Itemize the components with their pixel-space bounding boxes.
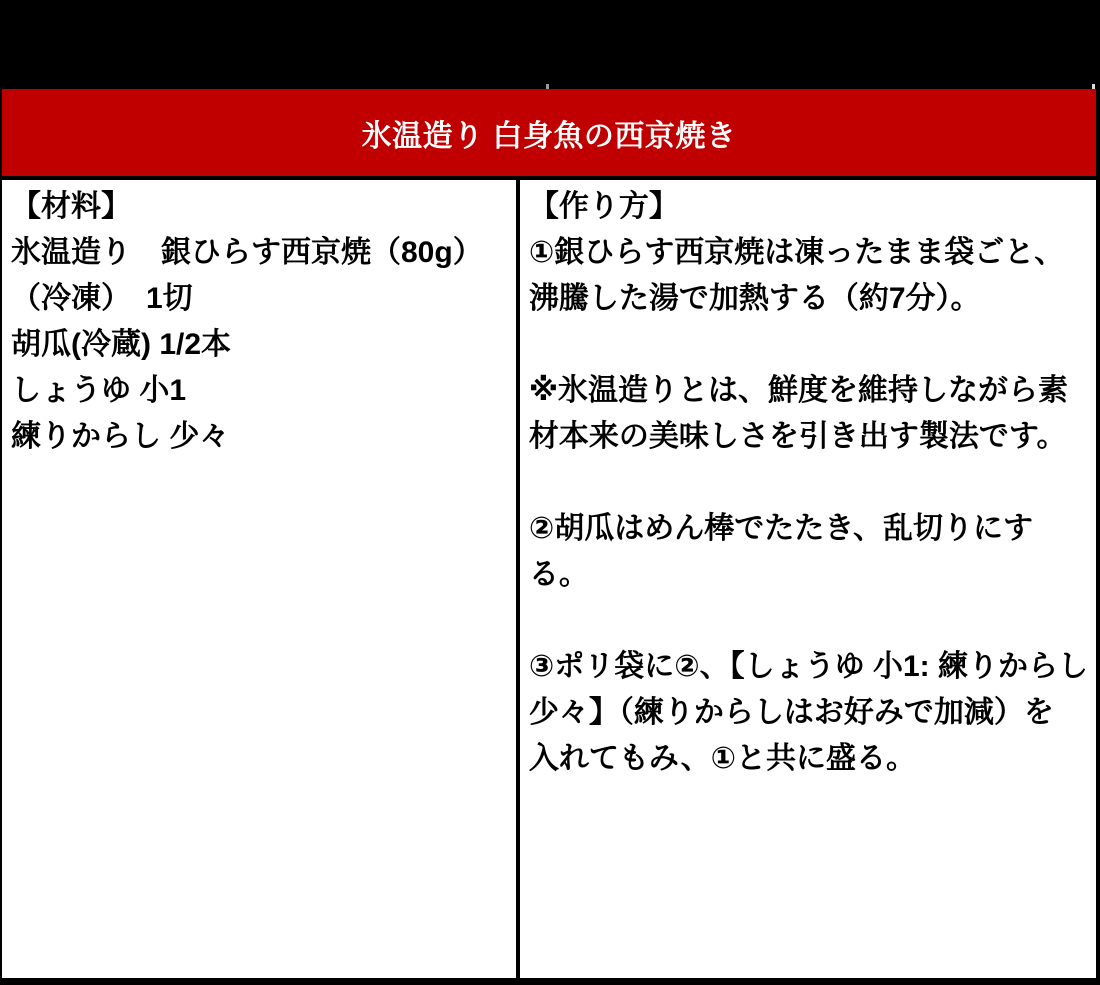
- instruction-spacer: [529, 322, 1088, 368]
- ingredient-line: （冷凍） 1切: [11, 282, 193, 315]
- instructions-cell: [520, 180, 1096, 978]
- instruction-line: 入れてもみ、①と共に盛る。: [528, 742, 917, 775]
- recipe-title-bar: [2, 89, 1096, 176]
- ingredient-line: 胡瓜(冷蔵) 1/2本: [11, 328, 232, 361]
- instruction-line: る。: [528, 558, 589, 591]
- instruction-line: ③ポリ袋に②、【しょうゆ 小1: 練りからし: [528, 650, 1088, 683]
- instruction-spacer: [529, 460, 1088, 506]
- ingredients-cell: [2, 180, 520, 978]
- instruction-line: 少々】（練りからしはお好みで加減）を: [528, 696, 1054, 729]
- ingredients-heading: 【材料】: [11, 190, 131, 223]
- instruction-spacer: [529, 598, 1088, 644]
- instructions-heading: 【作り方】: [528, 190, 679, 223]
- instruction-line: ②胡瓜はめん棒でたたき、乱切りにす: [528, 512, 1034, 545]
- ingredient-line: しょうゆ 小1: [11, 374, 187, 407]
- instruction-line: ①銀ひらす西京焼は凍ったまま袋ごと、: [528, 236, 1065, 269]
- recipe-table: [2, 180, 1096, 978]
- ingredient-line: 氷温造り 銀ひらす西京焼（80g）: [11, 236, 483, 269]
- instruction-note-line: 材本来の美味しさを引き出す製法です。: [528, 420, 1067, 453]
- instruction-note-line: ※氷温造りとは、鮮度を維持しながら素: [528, 374, 1069, 407]
- recipe-title: 氷温造り 白身魚の西京焼き: [361, 119, 737, 153]
- ingredient-line: 練りからし 少々: [11, 420, 230, 453]
- instruction-line: 沸騰した湯で加熱する（約7分）。: [528, 282, 981, 315]
